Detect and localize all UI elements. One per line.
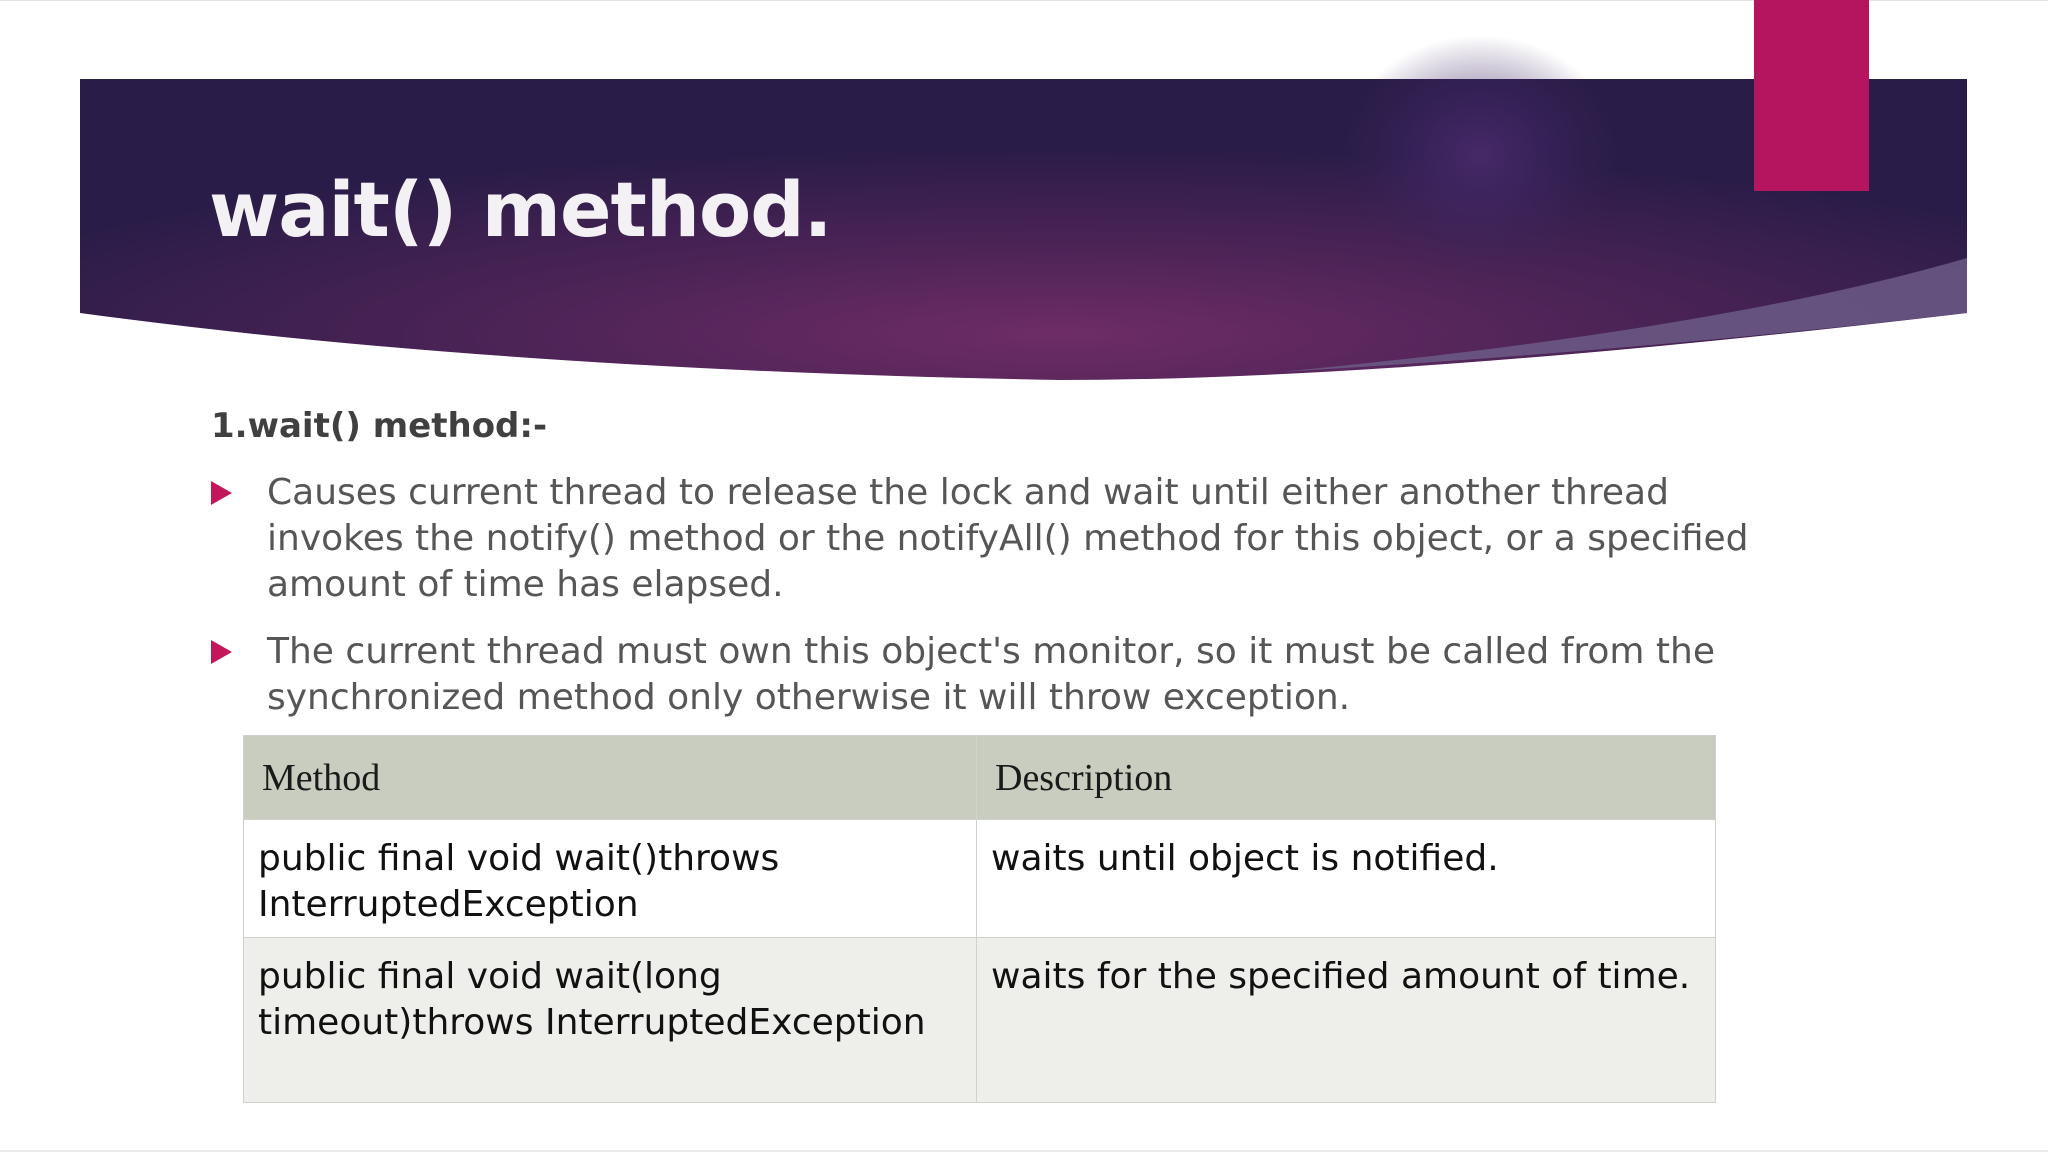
table-row <box>244 938 1716 1103</box>
column-header-description: Description <box>977 736 1716 820</box>
section-subheading: 1.wait() method:- <box>211 406 548 446</box>
slide-title: wait() method. <box>209 165 832 254</box>
bullet-item <box>209 629 1809 721</box>
table-row <box>244 820 1716 938</box>
method-cell: public final void wait()throws InterruptedException <box>244 820 977 938</box>
bullet-text: The current thread must own this object's monitor, so it must be called from the synchronized method only otherwise it will throw exception. <box>267 631 1716 718</box>
triangle-bullet-icon <box>211 640 232 664</box>
method-cell: public final void wait(long timeout)throws InterruptedException <box>244 938 977 1103</box>
triangle-bullet-icon <box>211 481 232 505</box>
bullet-text: Causes current thread to release the lock and wait until either another thread invokes the notify() method or the notifyAll() method for this object, or a specified amount of time has elapsed. <box>267 472 1749 605</box>
method-table <box>243 735 1716 1103</box>
bullet-list <box>209 470 1809 742</box>
description-cell: waits for the specified amount of time. <box>977 938 1716 1103</box>
description-cell: waits until object is notified. <box>977 820 1716 938</box>
bullet-item <box>209 470 1809 608</box>
accent-tab <box>1754 0 1869 191</box>
table-header-row <box>244 736 1716 820</box>
column-header-method: Method <box>244 736 977 820</box>
